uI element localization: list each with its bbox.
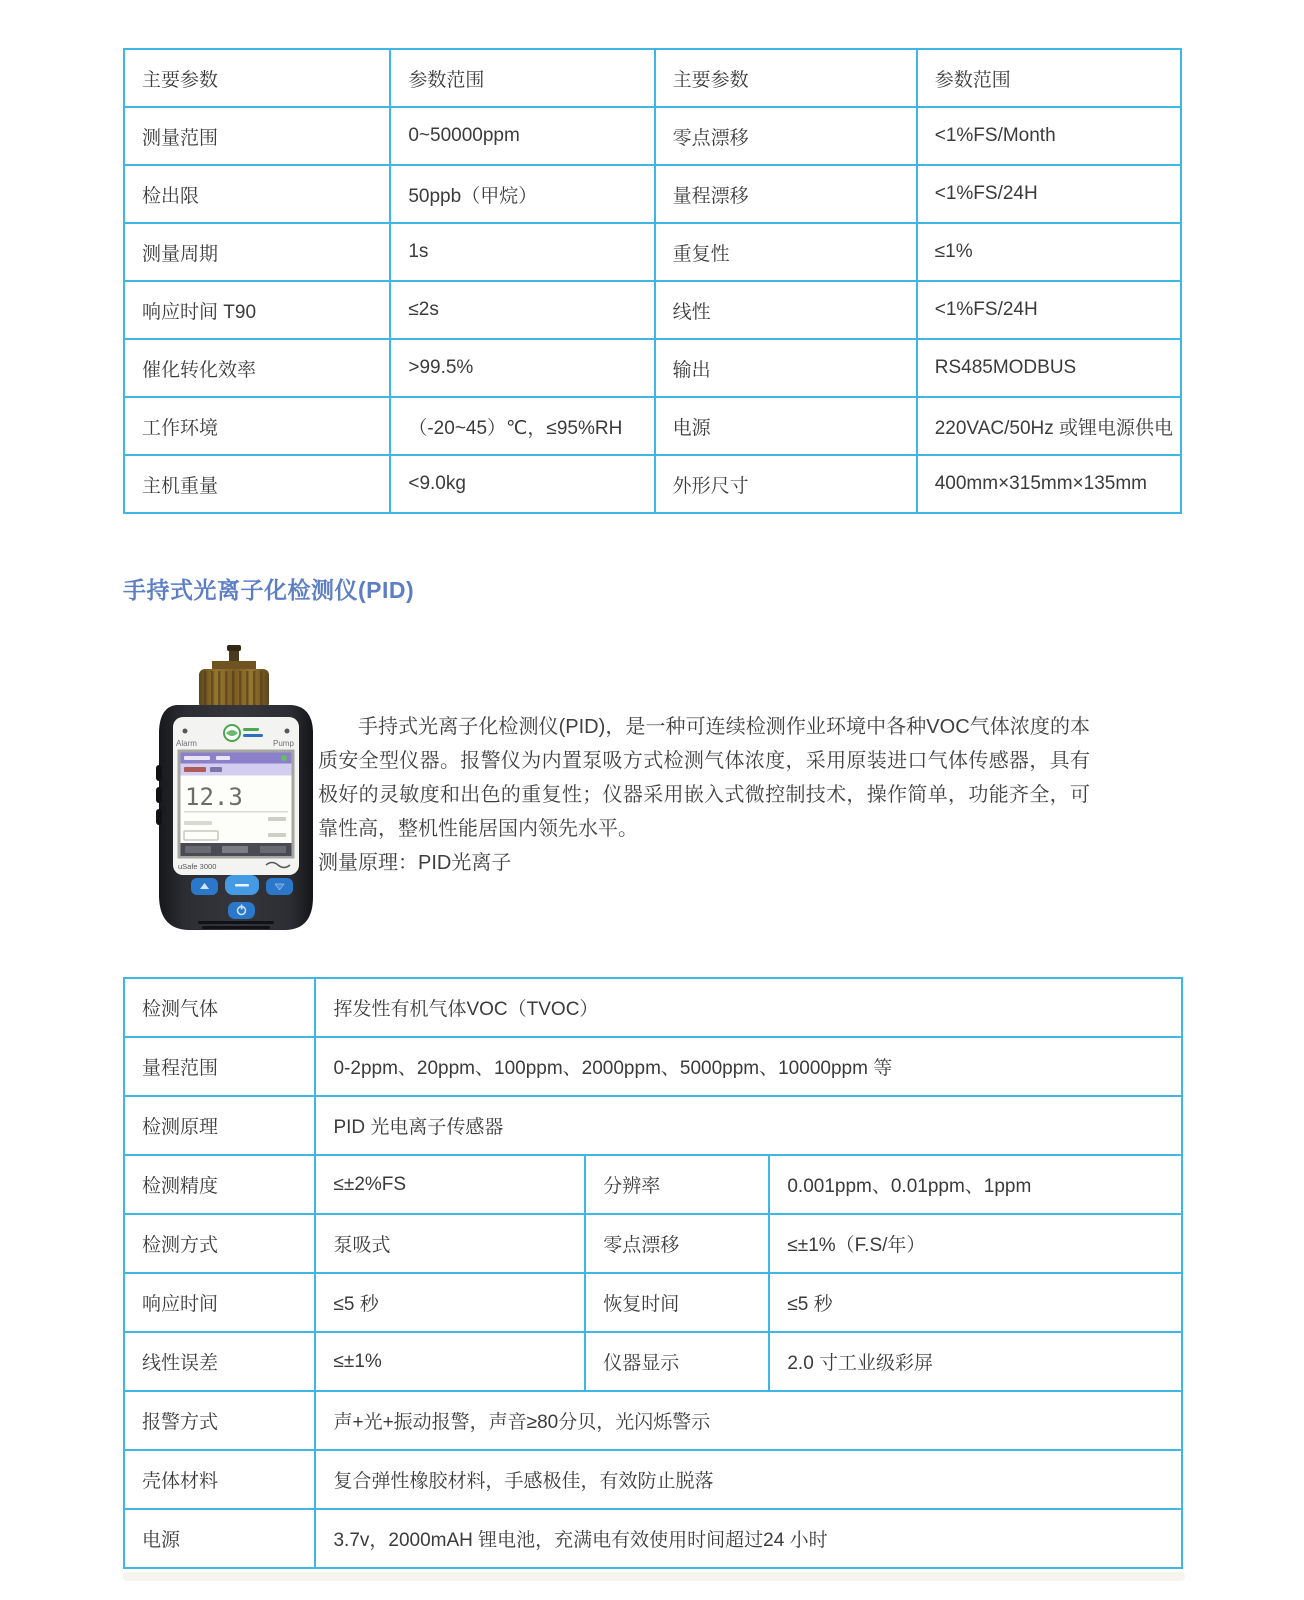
- spec-value-cell: 输出: [655, 339, 917, 397]
- spec-value-cell: 挥发性有机气体VOC（TVOC）: [315, 978, 1182, 1037]
- spec-label-cell: 测量范围: [124, 107, 390, 165]
- spec-label-cell: 工作环境: [124, 397, 390, 455]
- spec-value-cell: 0.001ppm、0.01ppm、1ppm: [769, 1155, 1182, 1214]
- spec-label-cell: 响应时间 T90: [124, 281, 390, 339]
- top-spec-table: [123, 48, 1182, 514]
- lcd-screen: [179, 751, 293, 857]
- spec-row: [124, 1214, 1182, 1273]
- model-label: uSafe 3000: [178, 862, 217, 871]
- spec-label-cell: 电源: [124, 1509, 315, 1568]
- spec-value-cell: （-20~45）℃，≤95%RH: [390, 397, 654, 455]
- spec-row: [124, 1037, 1182, 1096]
- spec-value-cell: ≤1%: [917, 223, 1181, 281]
- spec-value-cell: 0~50000ppm: [390, 107, 654, 165]
- spec-row: [124, 1332, 1182, 1391]
- spec-value-cell: 仪器显示: [585, 1332, 769, 1391]
- spec-row: [124, 339, 1181, 397]
- screen-reading: 12.3: [185, 783, 243, 811]
- spec-value-cell: 零点漂移: [655, 107, 917, 165]
- spec-label-cell: 检测原理: [124, 1096, 315, 1155]
- spec-row: [124, 1509, 1182, 1568]
- spec-value-cell: 恢复时间: [585, 1273, 769, 1332]
- spec-row: [124, 165, 1181, 223]
- spec-label-cell: 壳体材料: [124, 1450, 315, 1509]
- product-description: [318, 710, 1090, 880]
- description-paragraph: 手持式光离子化检测仪(PID)，是一种可连续检测作业环境中各种VOC气体浓度的本质安全型仪器。报警仪为内置泵吸方式检测气体浓度，采用原装进口气体传感器，具有极好的灵敏度和出色的重复性；仪器采用嵌入式微控制技术，操作简单，功能齐全，可靠性高，整机性能居国内领先水平。: [318, 716, 1090, 840]
- spec-row: [124, 1155, 1182, 1214]
- spec-value-cell: 电源: [655, 397, 917, 455]
- spec-value-cell: ≤±2%FS: [315, 1155, 585, 1214]
- spec-value-cell: <1%FS/24H: [917, 281, 1181, 339]
- spec-row: [124, 1096, 1182, 1155]
- alarm-led-icon: [183, 729, 188, 734]
- pump-led-icon: [285, 729, 290, 734]
- spec-value-cell: 量程漂移: [655, 165, 917, 223]
- spec-value-cell: 重复性: [655, 223, 917, 281]
- spec-value-cell: 220VAC/50Hz 或锂电源供电: [917, 397, 1181, 455]
- spec-label-cell: 报警方式: [124, 1391, 315, 1450]
- spec-value-cell: 线性: [655, 281, 917, 339]
- spec-label-cell: 测量周期: [124, 223, 390, 281]
- spec-row: [124, 107, 1181, 165]
- spec-value-cell: 50ppb（甲烷）: [390, 165, 654, 223]
- spec-value-cell: PID 光电离子传感器: [315, 1096, 1182, 1155]
- spec-value-cell: 分辨率: [585, 1155, 769, 1214]
- spec-value-cell: ≤2s: [390, 281, 654, 339]
- pid-spec-table: [123, 977, 1183, 1569]
- spec-value-cell: 参数范围: [390, 49, 654, 107]
- brass-cap-icon: [199, 661, 269, 709]
- spec-row: [124, 978, 1182, 1037]
- alarm-label: Alarm: [176, 739, 197, 748]
- spec-row: [124, 223, 1181, 281]
- spec-label-cell: 主机重量: [124, 455, 390, 513]
- spec-label-cell: 检测气体: [124, 978, 315, 1037]
- section-heading: 手持式光离子化检测仪(PID): [123, 577, 415, 603]
- spec-value-cell: <1%FS/Month: [917, 107, 1181, 165]
- spec-value-cell: 1s: [390, 223, 654, 281]
- handheld-pid-detector-illustration: [140, 645, 330, 935]
- spec-value-cell: 3.7v，2000mAH 锂电池，充满电有效使用时间超过24 小时: [315, 1509, 1182, 1568]
- spec-value-cell: RS485MODBUS: [917, 339, 1181, 397]
- spec-value-cell: 复合弹性橡胶材料，手感极佳，有效防止脱落: [315, 1450, 1182, 1509]
- spec-label-cell: 量程范围: [124, 1037, 315, 1096]
- spec-value-cell: 参数范围: [917, 49, 1181, 107]
- spec-value-cell: 主要参数: [655, 49, 917, 107]
- spec-value-cell: 泵吸式: [315, 1214, 585, 1273]
- spec-value-cell: >99.5%: [390, 339, 654, 397]
- page-edge-strip: [123, 1572, 1185, 1581]
- spec-label-cell: 主要参数: [124, 49, 390, 107]
- spec-value-cell: 400mm×315mm×135mm: [917, 455, 1181, 513]
- spec-value-cell: 外形尺寸: [655, 455, 917, 513]
- measurement-principle-line: 测量原理：PID光离子: [318, 852, 512, 874]
- spec-value-cell: 0-2ppm、20ppm、100ppm、2000ppm、5000ppm、10000ppm 等: [315, 1037, 1182, 1096]
- spec-value-cell: ≤5 秒: [769, 1273, 1182, 1332]
- spec-value-cell: <1%FS/24H: [917, 165, 1181, 223]
- spec-value-cell: 零点漂移: [585, 1214, 769, 1273]
- spec-value-cell: 2.0 寸工业级彩屏: [769, 1332, 1182, 1391]
- spec-label-cell: 检出限: [124, 165, 390, 223]
- spec-row: [124, 1273, 1182, 1332]
- grip-bumps: [156, 765, 162, 825]
- spec-value-cell: <9.0kg: [390, 455, 654, 513]
- spec-label-cell: 检测方式: [124, 1214, 315, 1273]
- spec-value-cell: ≤±1%: [315, 1332, 585, 1391]
- spec-row: [124, 281, 1181, 339]
- spec-row: [124, 1450, 1182, 1509]
- spec-row: [124, 397, 1181, 455]
- spec-label-cell: 响应时间: [124, 1273, 315, 1332]
- spec-row: [124, 455, 1181, 513]
- spec-label-cell: 催化转化效率: [124, 339, 390, 397]
- spec-row: [124, 49, 1181, 107]
- spec-row: [124, 1391, 1182, 1450]
- product-image: [140, 645, 330, 935]
- spec-label-cell: 检测精度: [124, 1155, 315, 1214]
- pump-label: Pump: [273, 739, 294, 748]
- spec-value-cell: ≤±1%（F.S/年）: [769, 1214, 1182, 1273]
- spec-value-cell: ≤5 秒: [315, 1273, 585, 1332]
- spec-label-cell: 线性误差: [124, 1332, 315, 1391]
- spec-value-cell: 声+光+振动报警，声音≥80分贝，光闪烁警示: [315, 1391, 1182, 1450]
